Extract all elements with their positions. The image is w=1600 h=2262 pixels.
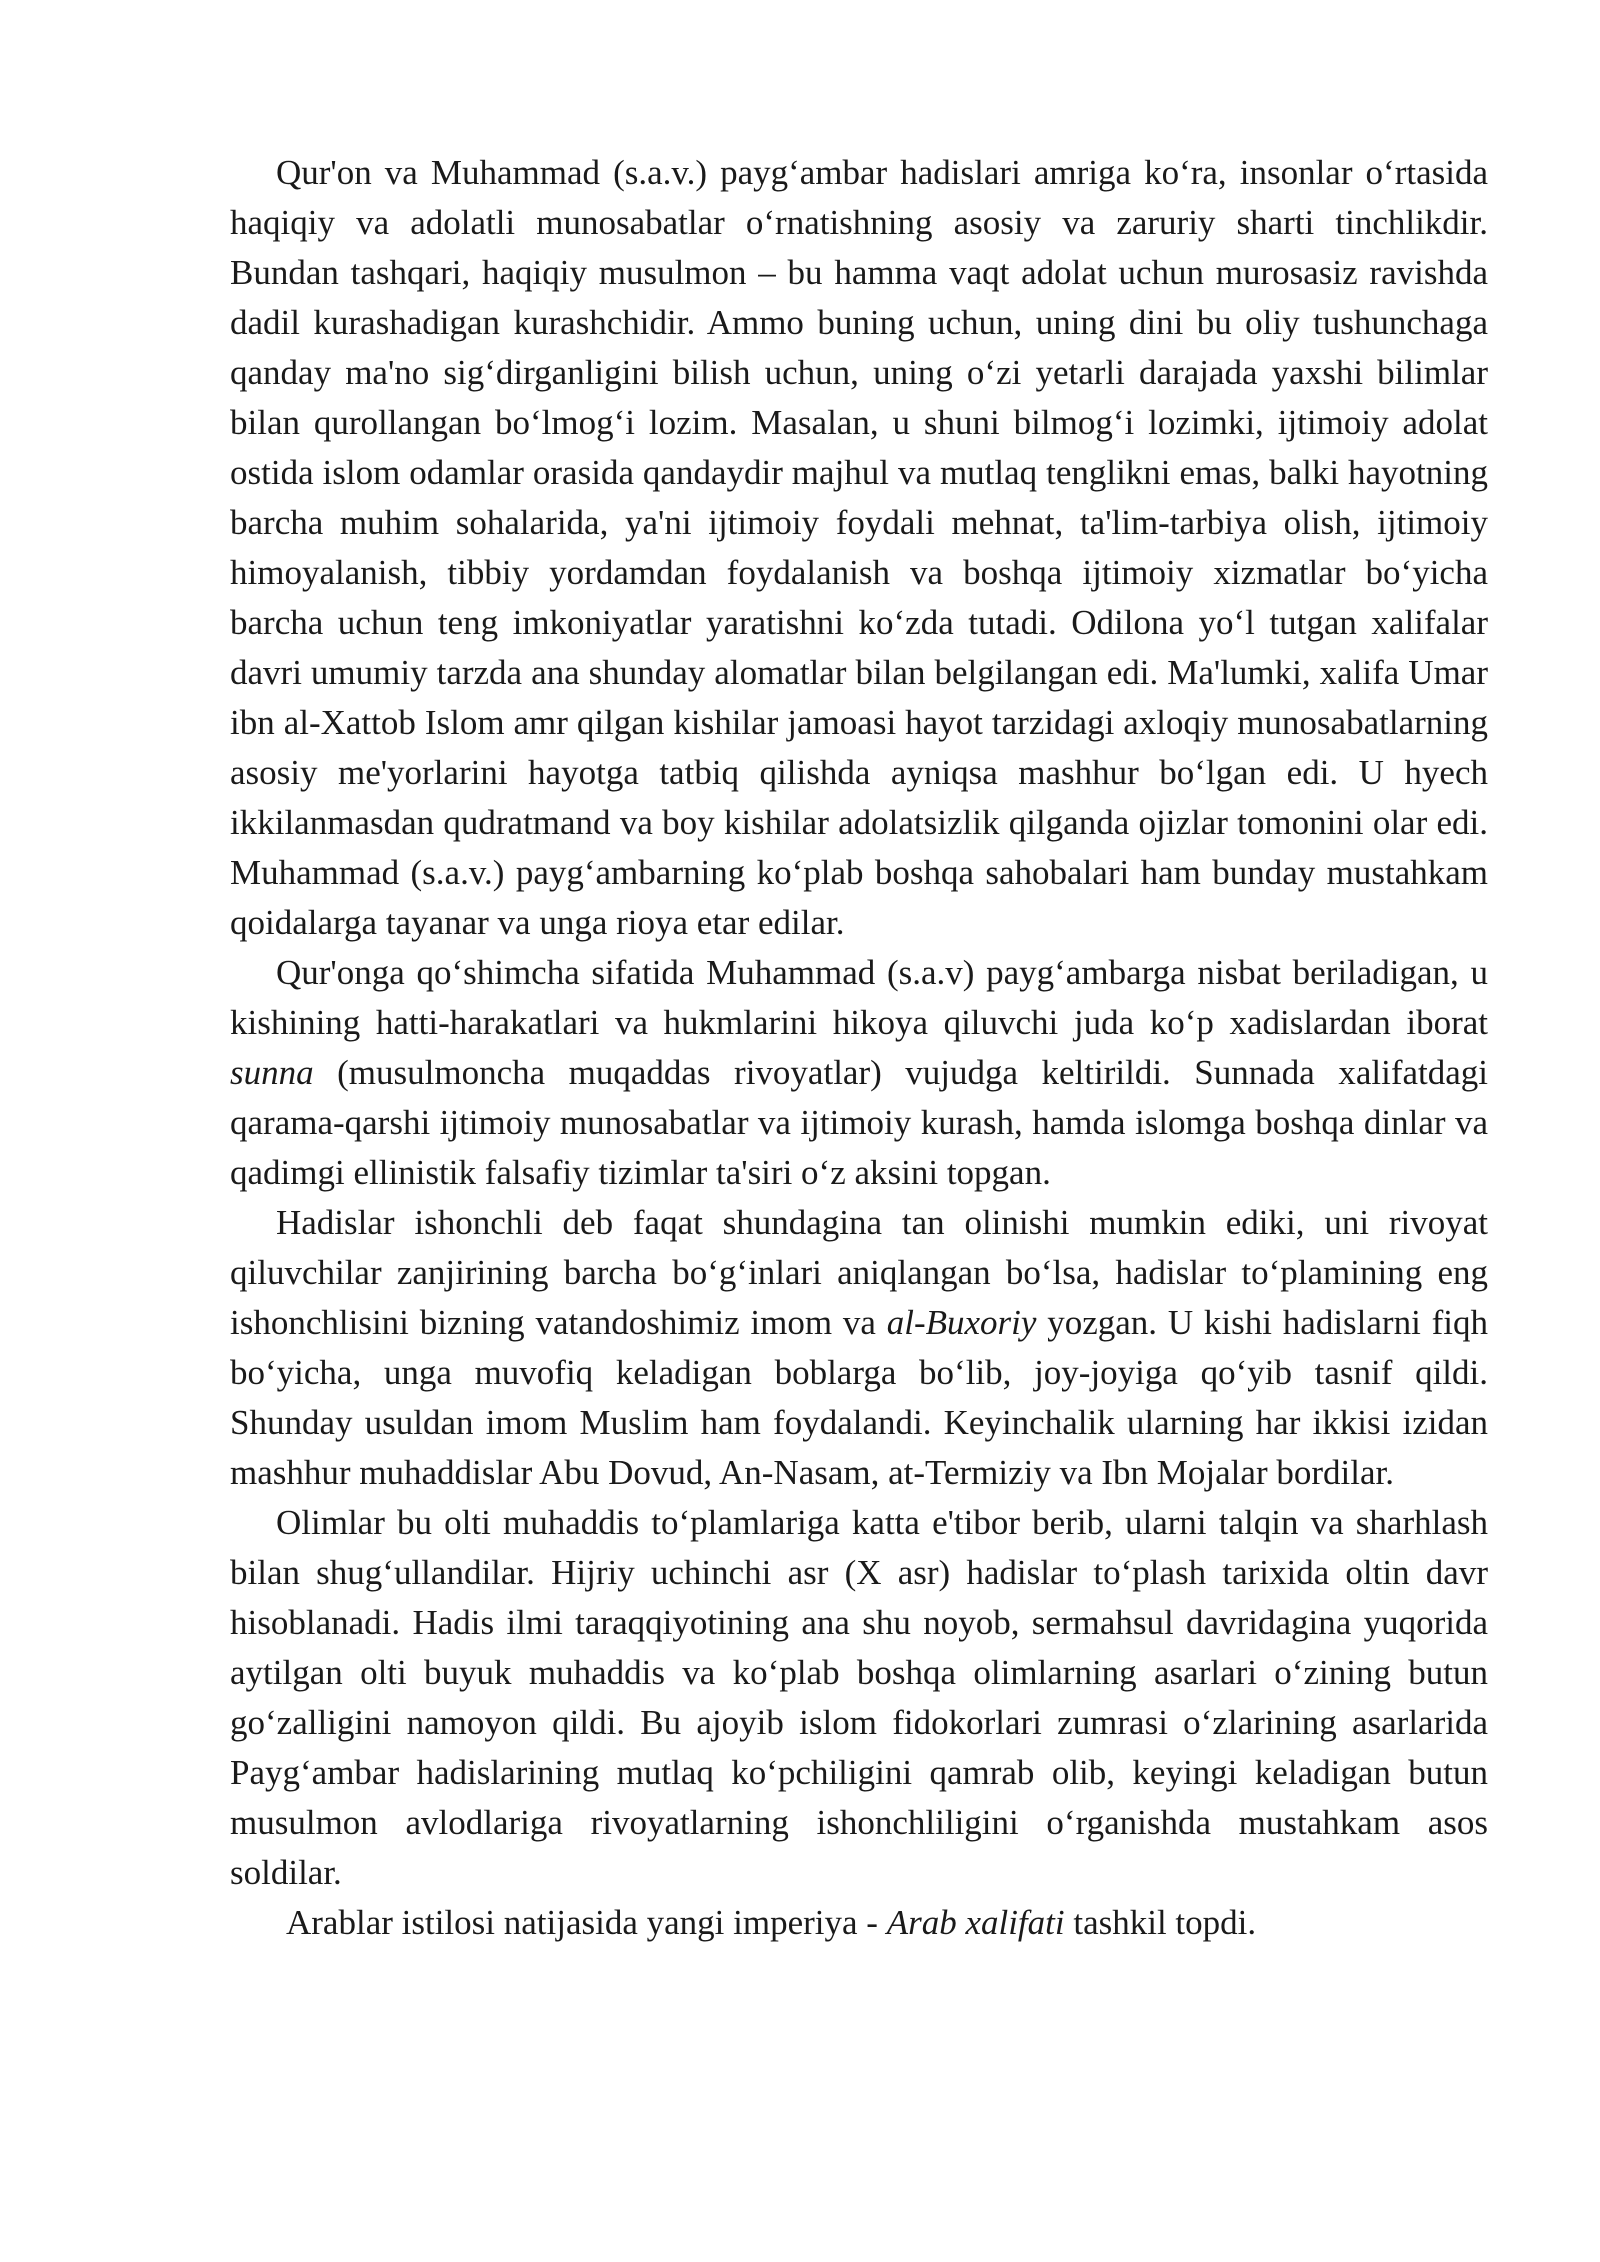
paragraph-text: Qur'onga qo‘shimcha sifatida Muhammad (s.a.v) payg‘ambarga nisbat beriladigan, u kishining hatti-harakatlari va hukmlarini hikoya qiluvchi juda ko‘p xadislardan iborat xyxy=(230,953,1488,1042)
paragraph-olimlar xyxy=(230,1498,1488,1898)
paragraph-text: Hadislar ishonchli deb faqat shundagina tan olinishi mumkin ediki, uni rivoyat qiluvchilar zanjirining barcha bo‘g‘inlari aniqlangan bo‘lsa, hadislar to‘plamining eng ishonchlisini bizning vatandoshimiz imom va xyxy=(230,1203,1488,1342)
paragraph-text: Arablar istilosi natijasida yangi imperiya - xyxy=(286,1903,887,1942)
italic-term-arab-xalifati: Arab xalifati xyxy=(886,1903,1065,1942)
italic-term-sunna: sunna xyxy=(230,1053,314,1092)
paragraph-text: (musulmoncha muqaddas rivoyatlar) vujudga keltirildi. Sunnada xalifatdagi qarama-qarshi ijtimoiy munosabatlar va ijtimoiy kurash, hamda islomga boshqa dinlar va qadimgi ellinistik falsafiy tizimlar ta'siri o‘z aksini topgan. xyxy=(230,1053,1488,1192)
paragraph-text: Olimlar bu olti muhaddis to‘plamlariga katta e'tibor berib, ularni talqin va sharhlash bilan shug‘ullandilar. Hijriy uchinchi asr (X asr) hadislar to‘plash tarixida oltin davr hisoblanadi. Hadis ilmi taraqqiyotining ana shu noyob, sermahsul davridagina yuqorida aytilgan olti buyuk muhaddis va ko‘plab boshqa olimlarning asarlari o‘zining butun go‘zalligini namoyon qildi. Bu ajoyib islom fidokorlari zumrasi o‘zlarining asarlarida Payg‘ambar hadislarining mutlaq ko‘pchiligini qamrab olib, keyingi keladigan butun musulmon avlodlariga rivoyatlarning ishonchliligini o‘rganishda mustahkam asos soldilar. xyxy=(230,1503,1488,1892)
paragraph-sunna xyxy=(230,948,1488,1198)
paragraph-tinchlik xyxy=(230,148,1488,948)
paragraph-arab-xalifati xyxy=(230,1898,1488,1948)
paragraph-text: Qur'on va Muhammad (s.a.v.) payg‘ambar hadislari amriga ko‘ra, insonlar o‘rtasida haqiqiy va adolatli munosabatlar o‘rnatishning asosiy va zaruriy sharti tinchlikdir. Bundan tashqari, haqiqiy musulmon – bu hamma vaqt adolat uchun murosasiz ravishda dadil kurashadigan kurashchidir. Ammo buning uchun, uning dini bu oliy tushunchaga qanday ma'no sig‘dirganligini bilish uchun, uning o‘zi yetarli darajada yaxshi bilimlar bilan qurollangan bo‘lmog‘i lozim. Masalan, u shuni bilmog‘i lozimki, ijtimoiy adolat ostida islom odamlar orasida qandaydir majhul va mutlaq tenglikni emas, balki hayotning barcha muhim sohalarida, ya'ni ijtimoiy foydali mehnat, ta'lim-tarbiya olish, ijtimoiy himoyalanish, tibbiy yordamdan foydalanish va boshqa ijtimoiy xizmatlar bo‘yicha barcha uchun teng imkoniyatlar yaratishni ko‘zda tutadi. Odilona yo‘l tutgan xalifalar davri umumiy tarzda ana shunday alomatlar bilan belgilangan edi. Ma'lumki, xalifa Umar ibn al-Xattob Islom amr qilgan kishilar jamoasi hayot tarzidagi axloqiy munosabatlarning asosiy me'yorlarini hayotga tatbiq qilishda ayniqsa mashhur bo‘lgan edi. U hyech ikkilanmasdan qudratmand va boy kishilar adolatsizlik qilganda ojizlar tomonini olar edi. Muhammad (s.a.v.) payg‘ambarning ko‘plab boshqa sahobalari ham bunday mustahkam qoidalarga tayanar va unga rioya etar edilar. xyxy=(230,153,1488,942)
paragraph-text: tashkil topdi. xyxy=(1064,1903,1257,1942)
paragraph-hadislar xyxy=(230,1198,1488,1498)
document-body xyxy=(230,148,1488,1948)
italic-term-al-buxoriy: al-Buxoriy xyxy=(886,1303,1037,1342)
paragraph-text: yozgan. U kishi hadislarni fiqh bo‘yicha, unga muvofiq keladigan boblarga bo‘lib, joy-joyiga qo‘yib tasnif qildi. Shunday usuldan imom Muslim ham foydalandi. Keyinchalik ularning har ikkisi izidan mashhur muhaddislar Abu Dovud, An-Nasam, at-Termiziy va Ibn Mojalar bordilar. xyxy=(230,1303,1488,1492)
